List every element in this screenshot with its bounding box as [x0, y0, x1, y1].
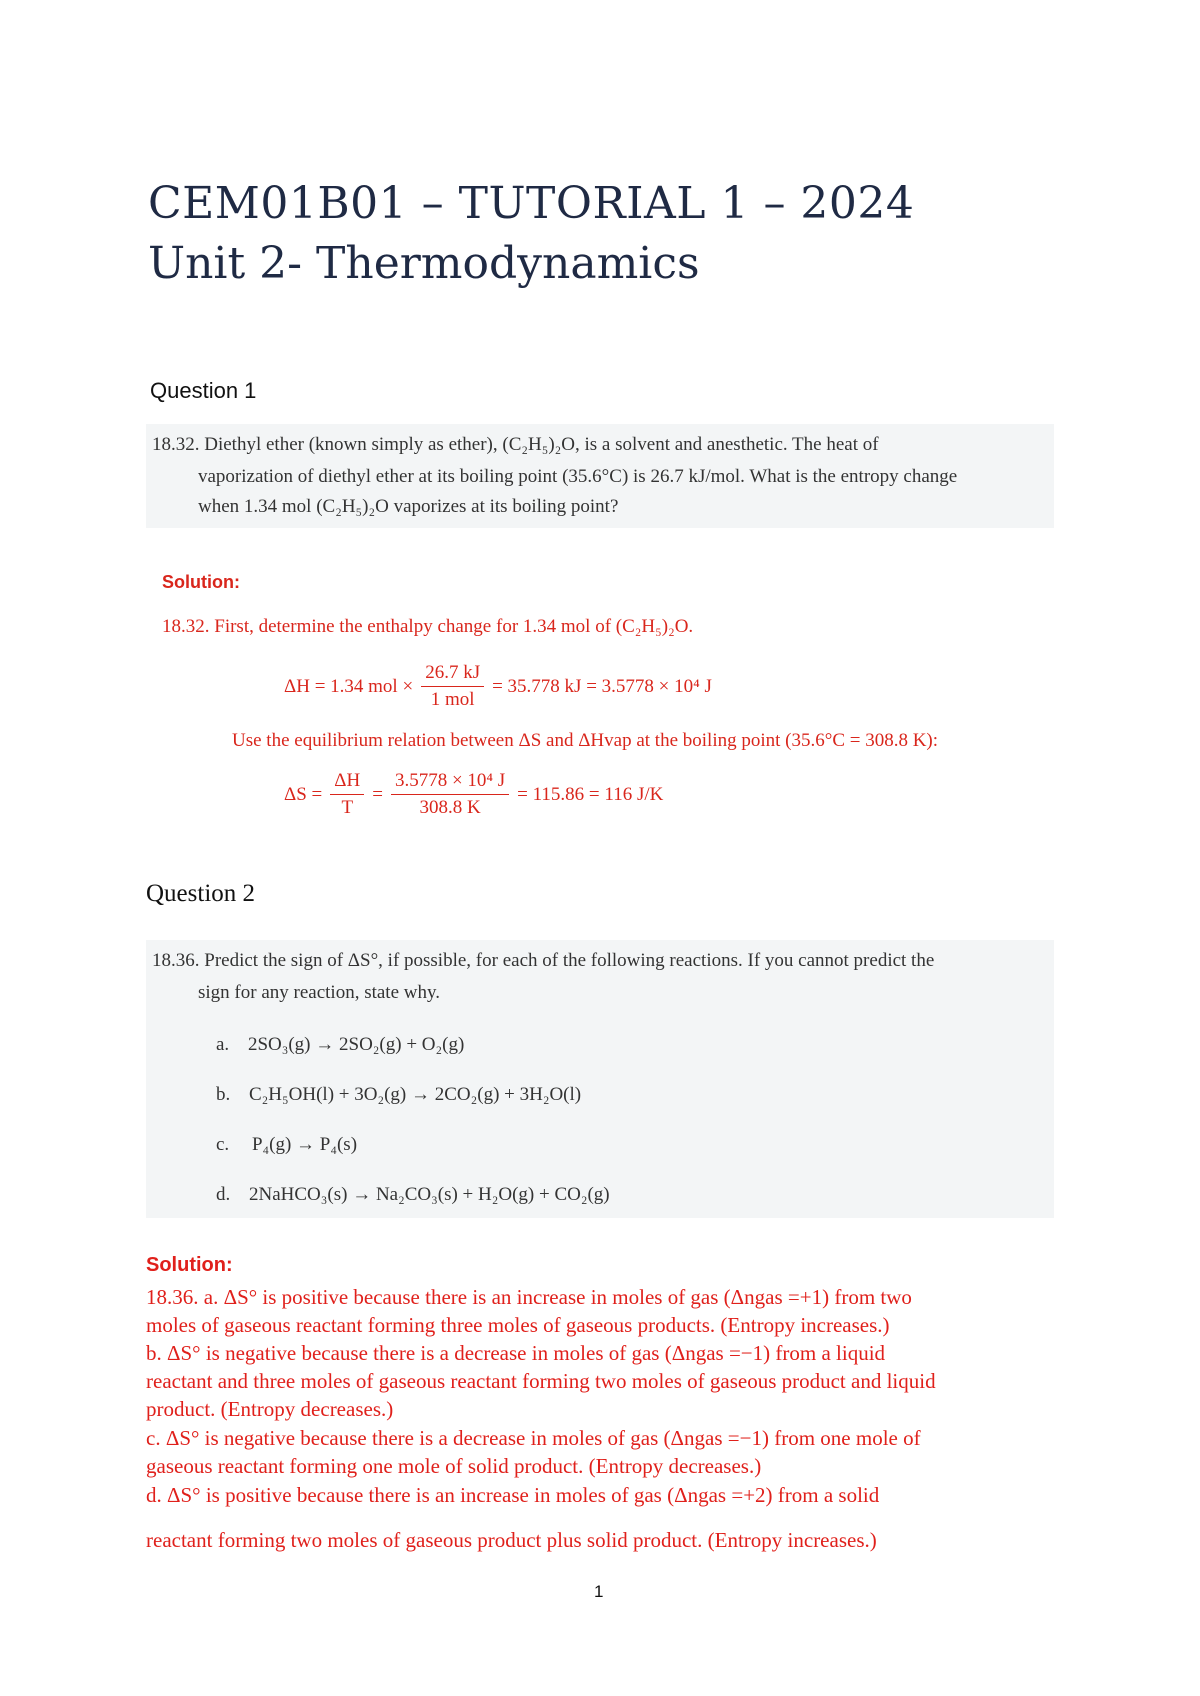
q1-solution-line-2: Use the equilibrium relation between ΔS and ΔHvap at the boiling point (35.6°C = 308.8 K):	[232, 730, 939, 751]
q2-solution-line-1: 18.36. a. ΔS° is positive because there is an increase in moles of gas (Δngas =+1) from two	[146, 1285, 912, 1309]
reaction-a-label: a.	[216, 1034, 230, 1055]
reaction-b-label: b.	[216, 1084, 231, 1105]
page-number: 1	[594, 1582, 604, 1601]
reaction-a	[216, 1034, 464, 1056]
q2-solution-line-7: gaseous reactant forming one mole of solid product. (Entropy decreases.)	[146, 1454, 762, 1478]
q2-solution-line-8: d. ΔS° is positive because there is an increase in moles of gas (Δngas =+2) from a solid	[146, 1483, 880, 1507]
eq2-rhs: = 115.86 = 116 J/K	[517, 783, 664, 805]
reaction-d-label: d.	[216, 1184, 231, 1205]
q1-equation-enthalpy	[284, 662, 712, 711]
eq1-rhs: = 35.778 kJ = 3.5778 × 10⁴ J	[492, 675, 712, 697]
q2-problem-line-2: sign for any reaction, state why.	[198, 982, 440, 1003]
reaction-c	[216, 1134, 357, 1156]
eq1-denominator: 1 mol	[430, 689, 475, 710]
q2-solution-line-2: moles of gaseous reactant forming three moles of gaseous products. (Entropy increases.)	[146, 1313, 890, 1337]
question-1-solution-label: Solution:	[162, 572, 240, 592]
reaction-d	[216, 1184, 610, 1206]
eq2-numerator-1: ΔH	[330, 770, 364, 795]
reaction-b-text: C₂H₅OH(l) + 3O₂(g) → 2CO₂(g) + 3H₂O(l)	[249, 1084, 582, 1105]
q2-solution-line-6: c. ΔS° is negative because there is a decrease in moles of gas (Δngas =−1) from one mole of	[146, 1426, 921, 1450]
q1-problem-line-3: when 1.34 mol (C₂H₅)₂O vaporizes at its boiling point?	[198, 496, 619, 517]
reaction-c-text: P₄(g) → P₄(s)	[251, 1134, 358, 1155]
reaction-c-label: c.	[216, 1134, 230, 1155]
q2-solution-line-9: reactant forming two moles of gaseous product plus solid product. (Entropy increases.)	[146, 1528, 877, 1552]
document-subtitle: Unit 2- Thermodynamics	[148, 238, 700, 289]
q2-problem-line-1: 18.36. Predict the sign of ΔS°, if possible, for each of the following reactions. If you cannot predict the	[152, 950, 935, 971]
reaction-b	[216, 1084, 581, 1106]
q2-solution-line-5: product. (Entropy decreases.)	[146, 1397, 394, 1421]
eq2-denominator-2: 308.8 K	[419, 797, 481, 818]
eq2-fraction-1	[330, 770, 364, 819]
eq2-numerator-2: 3.5778 × 10⁴ J	[391, 770, 509, 795]
question-2-heading: Question 2	[146, 880, 256, 907]
reaction-a-text: 2SO₃(g) → 2SO₂(g) + O₂(g)	[247, 1034, 465, 1055]
q1-equation-entropy	[284, 770, 663, 819]
eq2-denominator-1: T	[341, 797, 354, 818]
eq1-fraction	[421, 662, 484, 711]
q2-solution-line-3: b. ΔS° is negative because there is a decrease in moles of gas (Δngas =−1) from a liquid	[146, 1341, 886, 1365]
eq2-lhs: ΔS =	[284, 783, 323, 805]
question-2-problem-panel	[146, 940, 1054, 1218]
reaction-d-text: 2NaHCO₃(s) → Na₂CO₃(s) + H₂O(g) + CO₂(g)	[249, 1184, 610, 1205]
q1-problem-line-1: 18.32. Diethyl ether (known simply as ether), (C₂H₅)₂O, is a solvent and anesthetic. The heat of	[152, 434, 879, 455]
question-1-problem-panel	[146, 424, 1054, 528]
document-title: CEM01B01 – TUTORIAL 1 – 2024	[148, 178, 915, 229]
question-2-solution-label: Solution:	[146, 1254, 233, 1276]
eq1-lhs: ΔH = 1.34 mol ×	[284, 675, 414, 697]
eq2-fraction-2	[391, 770, 509, 819]
question-1-heading: Question 1	[150, 378, 257, 403]
q2-solution-line-4: reactant and three moles of gaseous reactant forming two moles of gaseous product and liquid	[146, 1369, 936, 1393]
q1-problem-line-2: vaporization of diethyl ether at its boiling point (35.6°C) is 26.7 kJ/mol. What is the entropy change	[198, 466, 958, 487]
eq1-numerator: 26.7 kJ	[421, 662, 484, 687]
q1-solution-line-1: 18.32. First, determine the enthalpy change for 1.34 mol of (C₂H₅)₂O.	[162, 616, 694, 637]
eq2-equals: =	[372, 783, 383, 805]
